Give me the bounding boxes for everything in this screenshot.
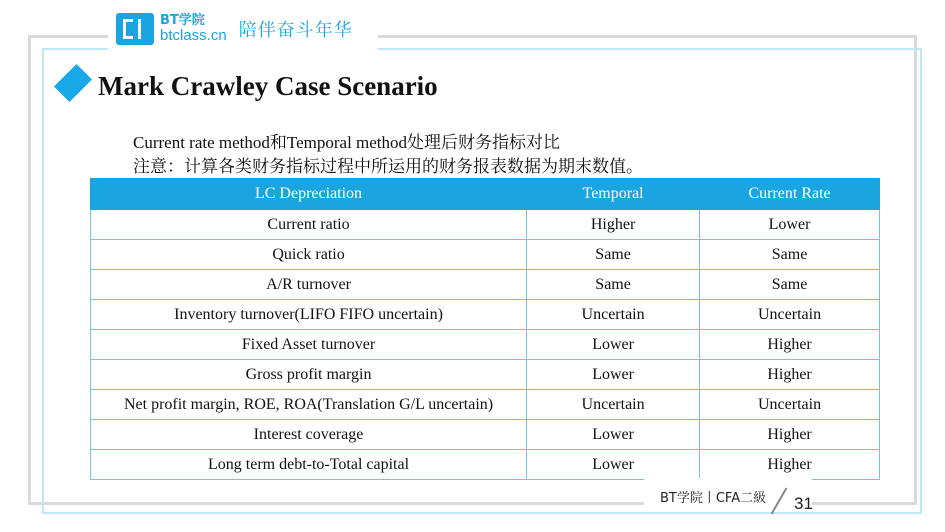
temporal-cell: Uncertain — [527, 300, 700, 330]
temporal-cell: Lower — [527, 360, 700, 390]
metric-cell: Inventory turnover(LIFO FIFO uncertain) — [91, 300, 527, 330]
table-row — [91, 330, 880, 360]
table-row — [91, 390, 880, 420]
temporal-cell: Higher — [527, 210, 700, 240]
header-temporal: Temporal — [527, 179, 700, 210]
table-header-row — [91, 179, 880, 210]
current-rate-cell: Same — [700, 240, 880, 270]
metric-cell: Fixed Asset turnover — [91, 330, 527, 360]
temporal-cell: Lower — [527, 330, 700, 360]
header-current-rate: Current Rate — [700, 179, 880, 210]
metric-cell: Long term debt-to-Total capital — [91, 450, 527, 480]
current-rate-cell: Lower — [700, 210, 880, 240]
subtitle-note: 注意：计算各类财务指标过程中所运用的财务报表数据为期末数值。 — [133, 157, 643, 176]
subtitle-comparison: Current rate method和Temporal method处理后财务指标对比 — [133, 133, 561, 152]
temporal-cell: Lower — [527, 420, 700, 450]
bt-logo-icon — [116, 13, 154, 45]
temporal-cell: Same — [527, 240, 700, 270]
current-rate-cell: Higher — [700, 450, 880, 480]
logo-url: btclass.cn — [160, 26, 227, 44]
table-row — [91, 450, 880, 480]
metric-cell: Current ratio — [91, 210, 527, 240]
slide-title: Mark Crawley Case Scenario — [98, 71, 438, 101]
table-row — [91, 300, 880, 330]
current-rate-cell: Uncertain — [700, 390, 880, 420]
comparison-table — [90, 178, 880, 480]
logo-text — [160, 14, 227, 43]
page-number: 31 — [794, 494, 813, 513]
current-rate-cell: Higher — [700, 420, 880, 450]
header-lc-depreciation: LC Depreciation — [91, 179, 527, 210]
temporal-cell: Same — [527, 270, 700, 300]
table-row — [91, 420, 880, 450]
current-rate-cell: Higher — [700, 360, 880, 390]
table-row — [91, 270, 880, 300]
footer-label: BT学院丨CFA二級 — [660, 491, 767, 506]
logo-cn-name: BT学院 — [160, 13, 205, 29]
table-row — [91, 240, 880, 270]
current-rate-cell: Higher — [700, 330, 880, 360]
logo-slogan: 陪伴奋斗年华 — [238, 20, 353, 41]
temporal-cell: Lower — [527, 450, 700, 480]
metric-cell: Interest coverage — [91, 420, 527, 450]
metric-cell: Gross profit margin — [91, 360, 527, 390]
table-row — [91, 210, 880, 240]
current-rate-cell: Uncertain — [700, 300, 880, 330]
metric-cell: Quick ratio — [91, 240, 527, 270]
logo-header — [108, 8, 378, 50]
temporal-cell: Uncertain — [527, 390, 700, 420]
table-row — [91, 360, 880, 390]
metric-cell: A/R turnover — [91, 270, 527, 300]
metric-cell: Net profit margin, ROE, ROA(Translation G/L uncertain) — [91, 390, 527, 420]
current-rate-cell: Same — [700, 270, 880, 300]
